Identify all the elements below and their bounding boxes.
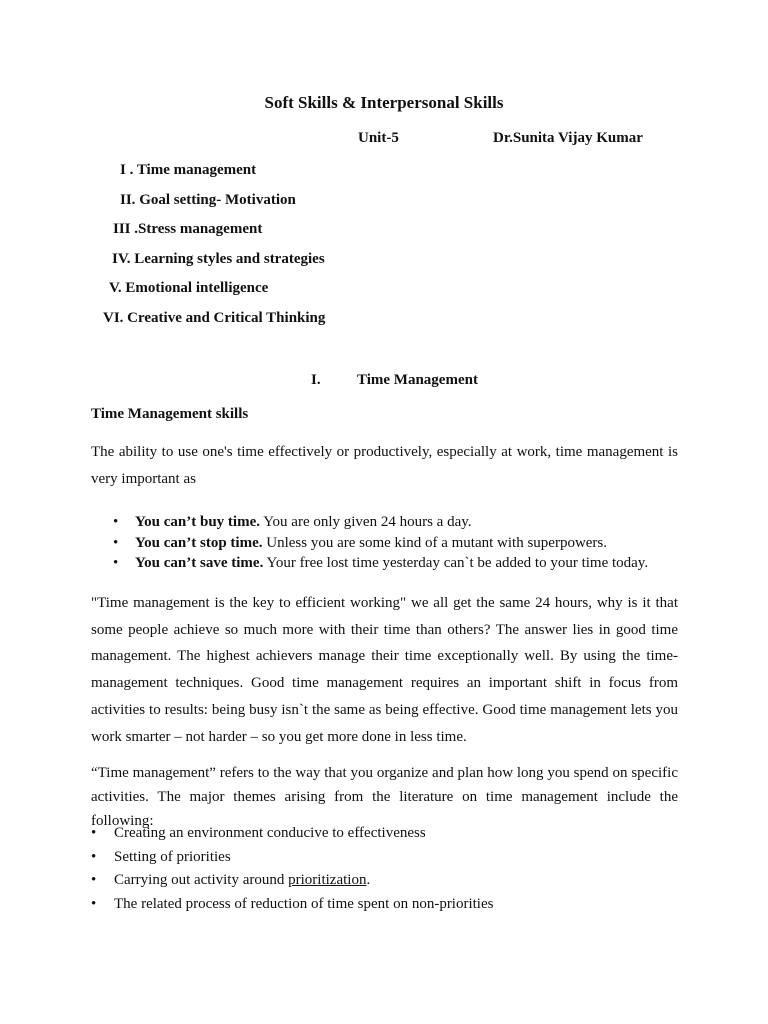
bullet-bold-text: You can’t save time. [135,555,264,571]
toc-number: V. [109,280,122,296]
bullet-icon: • [113,534,119,551]
body-paragraph: "Time management is the key to efficient working" we all get the same 24 hours, why is it that some people achieve so much more with their time than others? The answer lies in good time management. The highest achievers manage their time exceptionally well. By using the time-management techniques. Good time management requires an important shift in focus from activities to results: being busy isn`t the same as being effective. Good time management lets you work smarter – not harder – so you get more done in less time. [91,595,678,745]
toc-item [109,280,268,297]
section-title: Time Management [357,372,478,388]
toc-label: Emotional intelligence [125,280,269,296]
themes-list [91,822,494,916]
list-item [113,533,648,554]
subheading: Time Management skills [91,406,249,422]
toc-number: VI. [103,310,124,326]
body-paragraph: “Time management” refers to the way that you organize and plan how long you spend on specific activities. The major themes arising from the literature on time management include the following: [91,765,678,829]
list-item [113,553,649,574]
bullet-icon: • [91,872,97,888]
bullet-icon: • [113,514,119,530]
toc-label: Goal setting- Motivation [139,192,296,208]
time-facts-list [113,512,649,574]
list-item [91,846,493,870]
intro-paragraph: The ability to use one's time effectively or productively, especially at work, time management is very important as [91,444,678,487]
bullet-icon: • [91,895,97,912]
toc-item [112,251,325,268]
bullet-bold-text: You can’t stop time. [135,534,263,551]
list-item-text: The related process of reduction of time spent on non-priorities [114,895,494,912]
bullet-text: Your free lost time yesterday can`t be added to your time today. [263,555,649,571]
document-title: Soft Skills & Interpersonal Skills [264,93,504,112]
toc-item [113,221,262,238]
bullet-text: Unless you are some kind of a mutant with superpowers. [262,534,608,551]
list-item [91,869,493,893]
prioritization-link[interactable]: prioritization [288,872,367,888]
author-name: Dr.Sunita Vijay Kumar [493,130,643,146]
toc-label: Stress management [138,221,263,237]
toc-item [120,192,296,209]
bullet-icon: • [113,555,119,571]
list-item [91,893,494,917]
toc-item [120,162,256,179]
toc-item [103,310,325,327]
list-item-suffix: . [366,872,371,888]
toc-number: II. [120,192,136,208]
toc-label: Time management [136,162,257,178]
bullet-bold-text: You can’t buy time. [135,514,261,530]
unit-label: Unit-5 [358,130,399,146]
list-item [91,822,493,846]
toc-number: I . [120,162,134,178]
list-item-text: Carrying out activity around [114,872,289,888]
toc-number: IV. [112,251,131,267]
section-number: I. [311,372,321,388]
bullet-text: You are only given 24 hours a day. [260,514,472,530]
list-item-text: Creating an environment conducive to effectiveness [114,825,426,841]
toc-number: III . [113,221,139,237]
toc-label: Learning styles and strategies [134,251,325,267]
list-item-text: Setting of priorities [114,848,231,865]
bullet-icon: • [91,848,97,865]
toc-label: Creative and Critical Thinking [127,310,326,326]
bullet-icon: • [91,825,97,841]
list-item [113,512,648,533]
